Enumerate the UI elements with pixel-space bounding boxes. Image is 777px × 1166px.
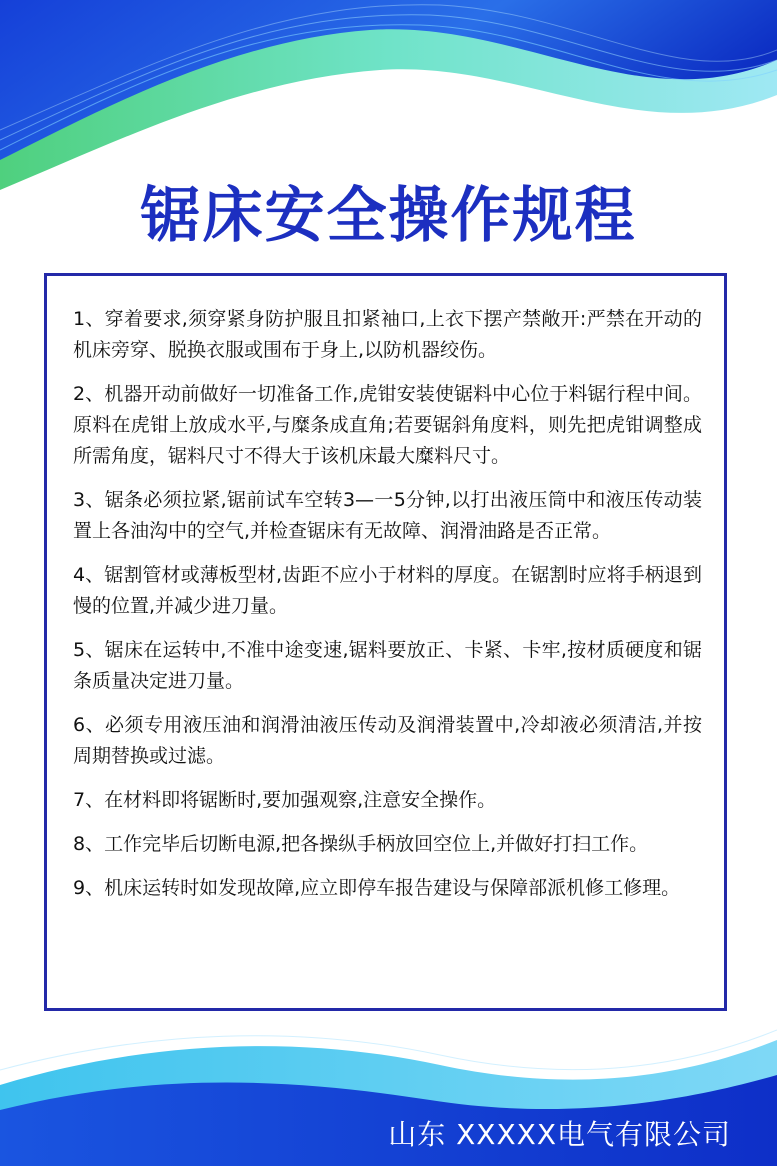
rule-item: 6、必须专用液压油和润滑油液压传动及润滑装置中,冷却液必须清洁,并按周期替换或过滤。 bbox=[73, 714, 702, 767]
rules-list bbox=[47, 276, 724, 904]
page-title: 锯床安全操作规程 bbox=[140, 181, 637, 251]
rule-item: 1、穿着要求,须穿紧身防护服且扣紧袖口,上衣下摆产禁敞开:严禁在开动的机床旁穿、脱换衣服或围布于身上,以防机器绞伤。 bbox=[73, 308, 702, 361]
company-name: 山东 XXXXX电气有限公司 bbox=[388, 1118, 731, 1151]
rule-item: 9、机床运转时如发现故障,应立即停车报告建设与保障部派机修工修理。 bbox=[73, 877, 681, 899]
rule-item: 3、锯条必须拉紧,锯前试车空转3—一5分钟,以打出液压筒中和液压传动装置上各油沟中的空气,并检查锯床有无故障、润滑油路是否正常。 bbox=[73, 489, 702, 542]
rule-item: 5、锯床在运转中,不准中途变速,锯料要放正、卡紧、卡牢,按材质硬度和锯条质量决定进刀量。 bbox=[73, 639, 702, 692]
rule-item: 8、工作完毕后切断电源,把各操纵手柄放回空位上,并做好打扫工作。 bbox=[73, 833, 649, 855]
rules-panel bbox=[44, 273, 727, 1011]
rule-item: 4、锯割管材或薄板型材,齿距不应小于材料的厚度。在锯割时应将手柄退到慢的位置,并减少进刀量。 bbox=[73, 564, 702, 617]
rule-item: 7、在材料即将锯断时,要加强观察,注意安全操作。 bbox=[73, 789, 497, 811]
rule-item: 2、机器开动前做好一切准备工作,虎钳安装使锯料中心位于料锯行程中间。原料在虎钳上放成水平,与糜条成直角;若要锯斜角度料，则先把虎钳调整成所需角度，锯料尺寸不得大于该机床最大糜料尺寸。 bbox=[73, 383, 702, 467]
